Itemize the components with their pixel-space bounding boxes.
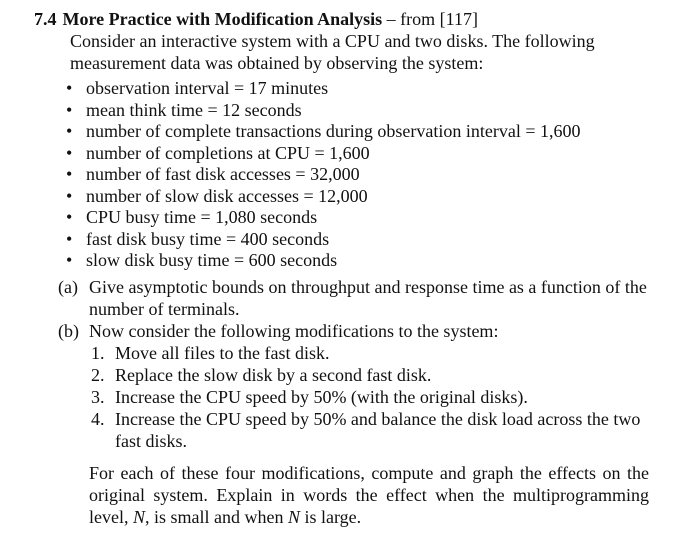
- exercise-number: 7.4: [34, 9, 57, 29]
- closing-text-2: , is small and when: [145, 507, 284, 527]
- modification-number: 2.: [91, 365, 105, 385]
- measurement-item: • fast disk busy time = 400 seconds: [66, 228, 581, 250]
- modification-text: Increase the CPU speed by 50% and balance the disk load across the two fast disks.: [115, 409, 641, 451]
- part-b-text: Now consider the following modifications to the system:: [89, 321, 499, 341]
- modification-item: [91, 408, 658, 452]
- part-a: [58, 276, 658, 320]
- measurement-item: • number of slow disk accesses = 12,000: [66, 185, 581, 207]
- measurement-item: • number of completions at CPU = 1,600: [66, 142, 581, 164]
- part-a-text: Give asymptotic bounds on throughput and response time as a function of the number of terminals.: [89, 277, 647, 319]
- closing-text-1: For each of these four modifications, compute and graph the effects on the original system. Explain in words the effect when the multiprogramming level,: [89, 463, 649, 527]
- measurement-item: • number of complete transactions during observation interval = 1,600: [66, 120, 581, 142]
- measurement-item: • CPU busy time = 1,080 seconds: [66, 206, 581, 228]
- modification-text: Move all files to the fast disk.: [115, 343, 330, 363]
- question-parts: [58, 276, 658, 528]
- modification-item: [91, 342, 658, 364]
- variable-n: N: [287, 507, 300, 527]
- closing-text-3: is large.: [304, 507, 362, 527]
- part-b-label: (b): [58, 321, 79, 341]
- exercise-heading: [34, 8, 478, 30]
- measurement-item: • observation interval = 17 minutes: [66, 77, 581, 99]
- modification-item: [91, 386, 658, 408]
- part-a-label: (a): [58, 277, 78, 297]
- exercise-source: from [117]: [400, 9, 478, 29]
- intro-paragraph: Consider an interactive system with a CPU and two disks. The following measurement data was obtained by observing the system:: [70, 31, 595, 73]
- modification-text: Replace the slow disk by a second fast disk.: [115, 365, 432, 385]
- exercise-title: More Practice with Modification Analysis: [62, 9, 383, 29]
- modification-list: [91, 342, 658, 452]
- modification-number: 1.: [91, 343, 105, 363]
- modification-text: Increase the CPU speed by 50% (with the original disks).: [115, 387, 528, 407]
- closing-paragraph: [89, 462, 649, 528]
- measurement-item: • slow disk busy time = 600 seconds: [66, 249, 581, 271]
- part-b: [58, 320, 658, 528]
- modification-number: 3.: [91, 387, 105, 407]
- modification-item: [91, 364, 658, 386]
- measurement-item: • number of fast disk accesses = 32,000: [66, 163, 581, 185]
- modification-number: 4.: [91, 409, 105, 429]
- measurement-item: • mean think time = 12 seconds: [66, 99, 581, 121]
- measurement-list: [66, 77, 581, 271]
- variable-n: N: [132, 507, 145, 527]
- heading-dash: –: [386, 9, 396, 29]
